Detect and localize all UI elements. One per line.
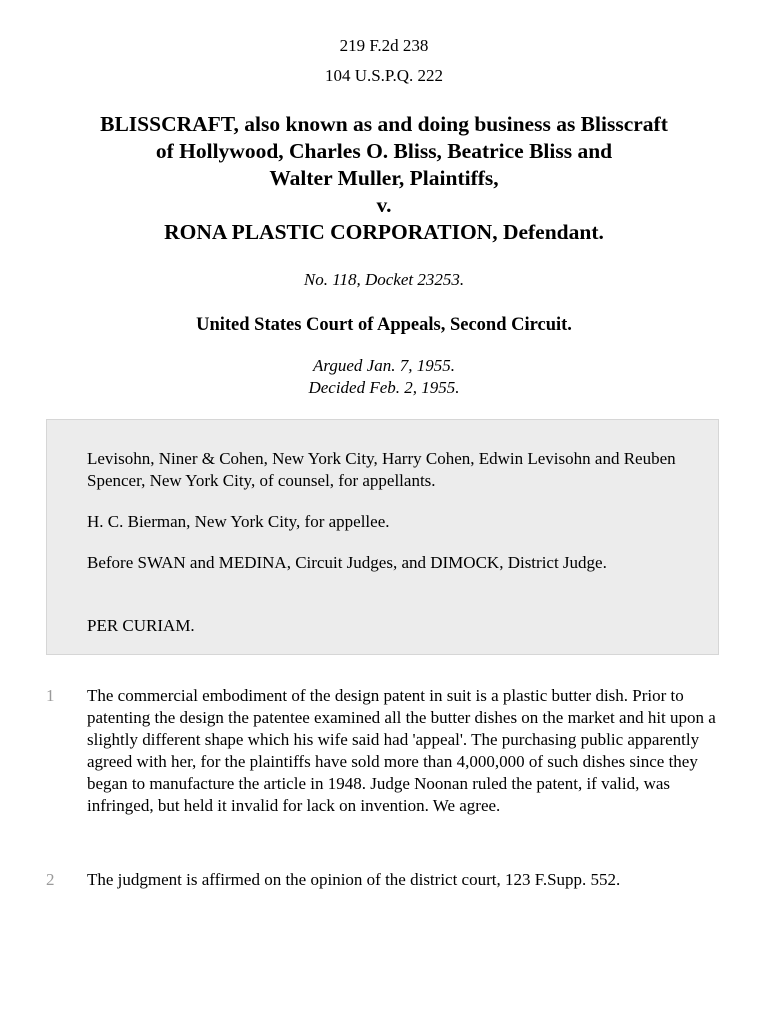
argued-date: Argued Jan. 7, 1955. bbox=[313, 356, 455, 375]
case-caption bbox=[40, 111, 728, 246]
paragraph-number[interactable]: 2 bbox=[46, 870, 55, 889]
counsel-box bbox=[46, 419, 719, 655]
caption-line: of Hollywood, Charles O. Bliss, Beatrice Bliss and bbox=[155, 139, 613, 163]
decided-date: Decided Feb. 2, 1955. bbox=[308, 378, 460, 397]
caption-versus: v. bbox=[376, 193, 392, 217]
caption-line: RONA PLASTIC CORPORATION, Defendant. bbox=[164, 220, 604, 244]
paragraph-text: The judgment is affirmed on the opinion of the district court, 123 F.Supp. 552. bbox=[87, 870, 621, 889]
case-dates bbox=[0, 355, 768, 399]
paragraph-text: The commercial embodiment of the design patent in suit is a plastic butter dish. Prior to patenting the design the patentee examined all the butter dishes on the market and hit upon a slightly different shape which his wife said had 'appeal'. The purchasing public apparently agreed with her, for the plaintiffs have sold more than 4,000,000 of such dishes since they began to manufacture the article in 1948. Judge Noonan ruled the patent, if valid, was infringed, but held it invalid for lack on invention. We agree. bbox=[87, 686, 716, 815]
counsel-appellants: Levisohn, Niner & Cohen, New York City, Harry Cohen, Edwin Levisohn and Reuben Spencer, New York City, of counsel, for appellants. bbox=[87, 449, 676, 490]
citation-reporter: 219 F.2d 238 bbox=[339, 36, 429, 55]
counsel-appellee: H. C. Bierman, New York City, for appellee. bbox=[87, 512, 390, 531]
judges-panel: Before SWAN and MEDINA, Circuit Judges, and DIMOCK, District Judge. bbox=[87, 553, 607, 572]
citation-uspq: 104 U.S.P.Q. 222 bbox=[324, 66, 444, 85]
paragraph-number[interactable]: 1 bbox=[46, 686, 55, 705]
court-name: United States Court of Appeals, Second Circuit. bbox=[196, 315, 572, 335]
caption-line: Walter Muller, Plaintiffs, bbox=[269, 166, 499, 190]
caption-line: BLISSCRAFT, also known as and doing business as Blisscraft bbox=[100, 112, 668, 136]
docket-number: No. 118, Docket 23253. bbox=[303, 270, 465, 289]
per-curiam: PER CURIAM. bbox=[87, 616, 195, 635]
